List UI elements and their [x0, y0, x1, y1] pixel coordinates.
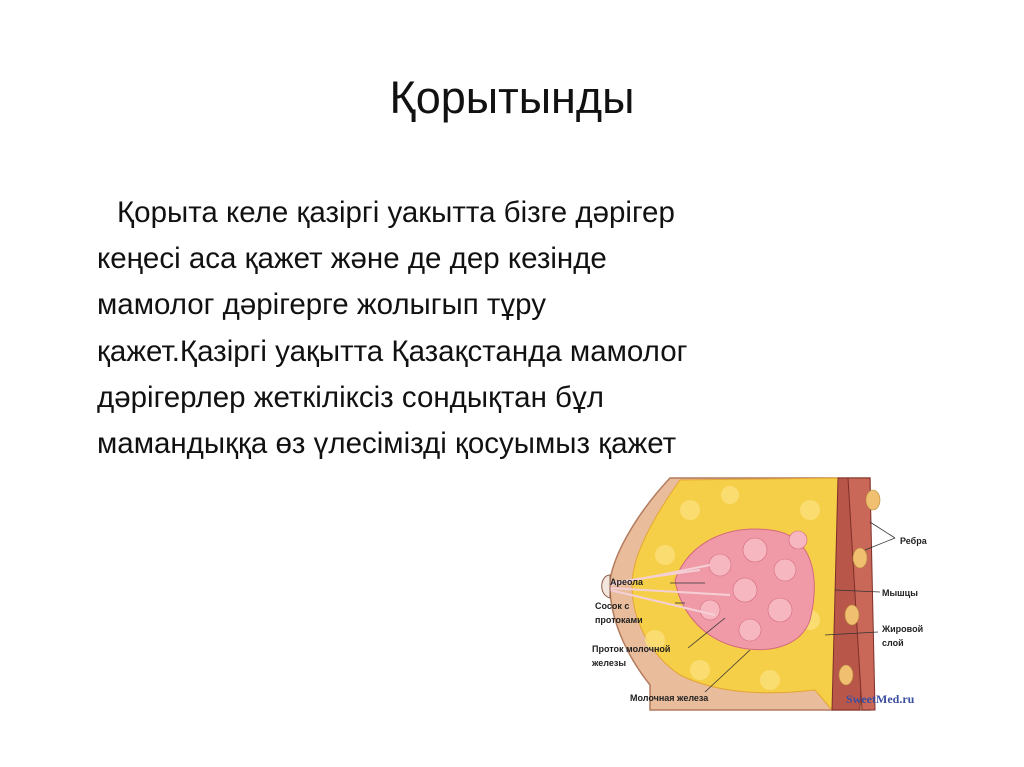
slide-title: Қорытынды: [389, 72, 635, 123]
label-duct-2: железы: [592, 658, 627, 668]
label-ribs: Ребра: [900, 536, 927, 546]
label-fat: Жировой: [882, 624, 924, 634]
body-line: мамолог дәрігерге жолыгып тұру: [97, 288, 546, 322]
slide-body: [97, 190, 687, 467]
label-gland: Молочная железа: [630, 693, 709, 703]
breast-anatomy-diagram: [570, 470, 950, 720]
watermark: SweetMed.ru: [846, 692, 915, 706]
label-muscles: Мышцы: [882, 588, 918, 598]
label-areola: Ареола: [610, 577, 643, 587]
body-line: Қорыта келе қазіргі уакытта бізге дәрігер: [117, 196, 675, 229]
body-line: қажет.Қазіргі уақытта Қазақстанда мамолог: [97, 334, 688, 368]
body-line: мамандыққа өз үлесімізді қосуымыз қажет: [97, 427, 677, 461]
body-line: дәрігерлер жеткіліксіз сондықтан бұл: [97, 380, 604, 414]
label-nipple: Сосок с: [595, 601, 630, 611]
label-duct: Проток молочной: [592, 644, 671, 654]
body-line: кеңесі аса қажет және де дер кезінде: [97, 242, 607, 276]
label-nipple-2: протоками: [595, 615, 643, 625]
label-fat-2: слой: [882, 638, 904, 648]
